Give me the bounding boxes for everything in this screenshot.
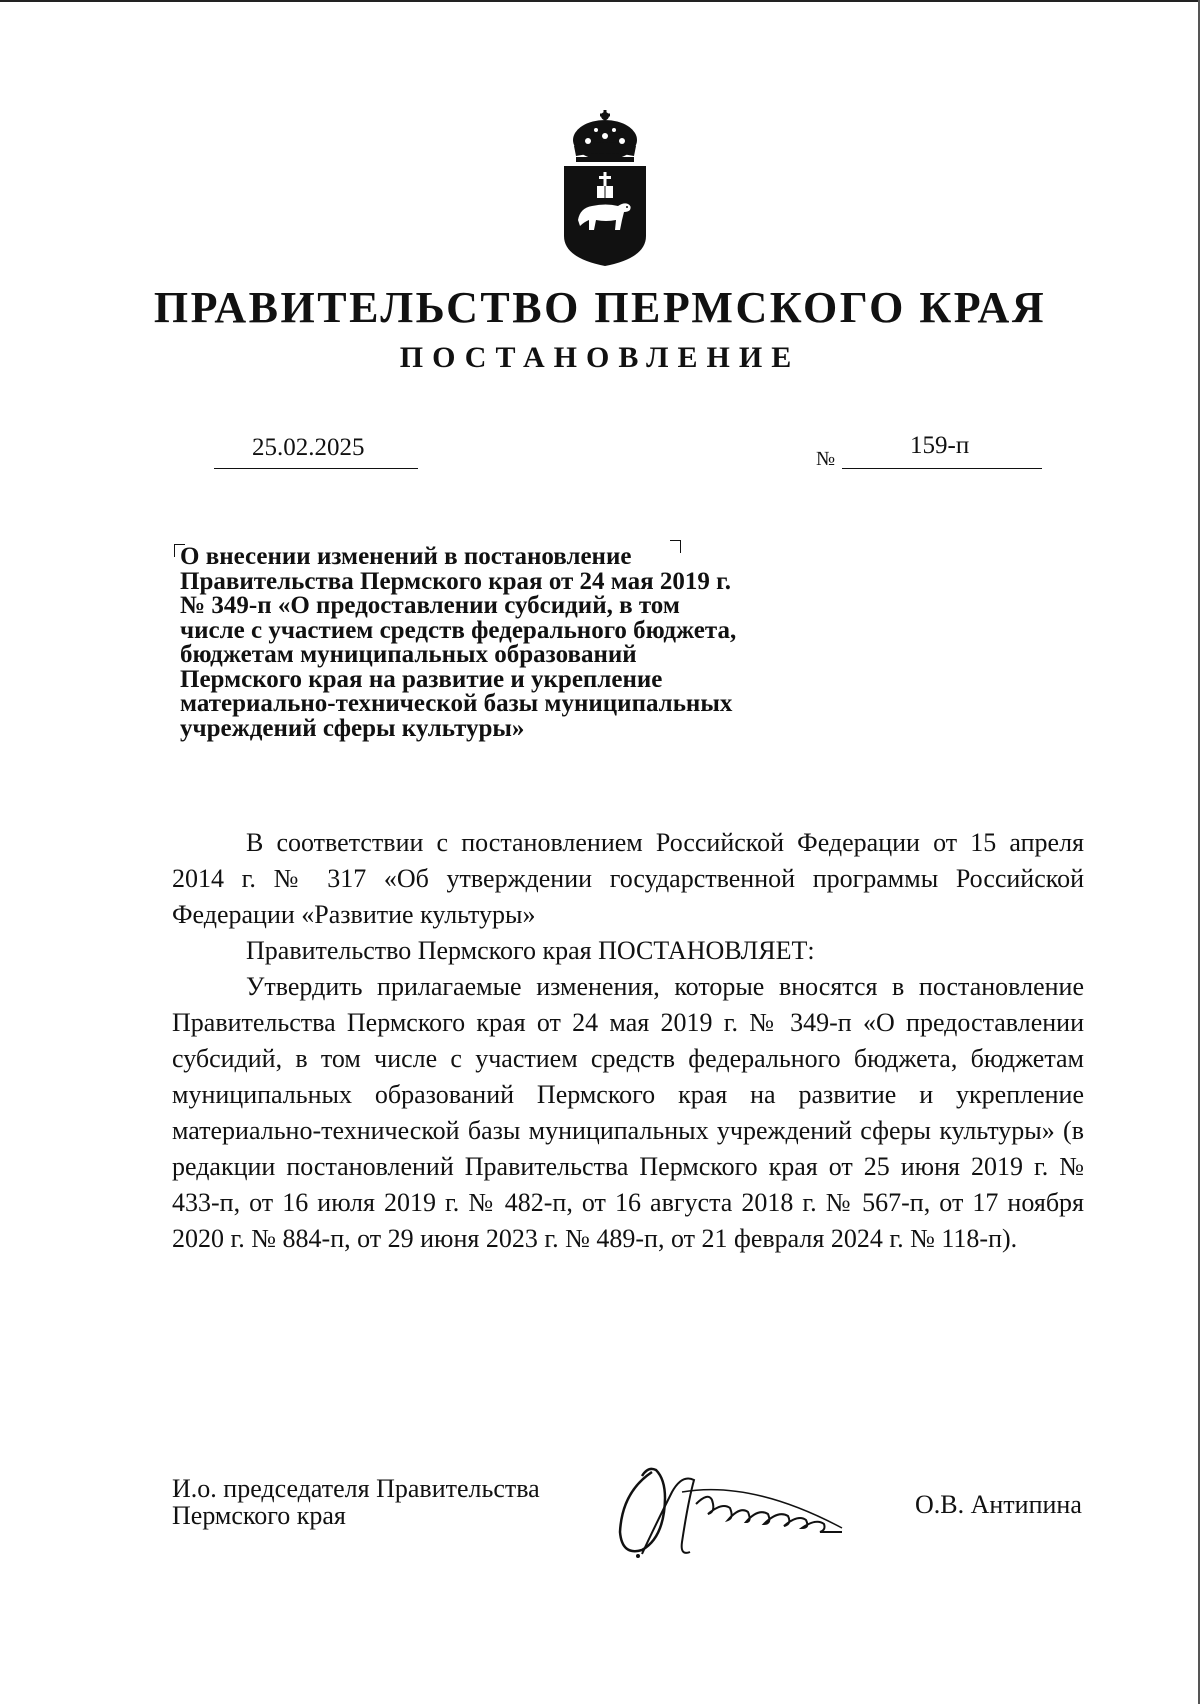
document-heading: О внесении изменений в постановление Правительства Пермского края от 24 мая 2019 г. № 349-п «О предоставлении субсидий, в том числе с участием средств федерального бюджета, бюджетам муниципальных образований Пермского края на развитие и укрепление материально-технической базы муниципальных учреждений сферы культуры» <box>180 543 737 742</box>
body-paragraph-basis: В соответствии с постановлением Российской Федерации от 15 апреля 2014 г. № 317 «Об утверждении государственной программы Российской Федерации «Развитие культуры» <box>172 828 1084 929</box>
document-number: 159-п <box>910 432 970 459</box>
coat-of-arms-icon <box>558 108 652 268</box>
document-number-field <box>842 432 1042 469</box>
document-body <box>172 825 1084 1257</box>
signatory-position-line-1: И.о. председателя Правительства <box>172 1474 540 1503</box>
page-edge-top <box>0 0 1200 2</box>
body-paragraph-resolves: Правительство Пермского края ПОСТАНОВЛЯЕТ: <box>246 936 815 965</box>
number-sign: № <box>816 448 836 470</box>
document-date-field <box>214 434 418 469</box>
signatory-name: О.В. Антипина <box>915 1490 1082 1519</box>
document-date: 25.02.2025 <box>252 434 365 461</box>
handwritten-signature-icon <box>612 1452 912 1562</box>
body-paragraph-approve: Утвердить прилагаемые изменения, которые вносятся в постановление Правительства Пермского края от 24 мая 2019 г. № 349-п «О предоставлении субсидий, в том числе с участием средств федерального бюджета, бюджетам муниципальных образований Пермского края на развитие и укрепление материально-технической базы муниципальных учреждений сферы культуры» (в редакции постановлений Правительства Пермского края от 25 июня 2019 г. № 433-п, от 16 июля 2019 г. № 482-п, от 16 августа 2018 г. № 567-п, от 17 ноября 2020 г. № 884-п, от 29 июня 2023 г. № 489-п, от 21 февраля 2024 г. № 118-п). <box>172 972 1084 1253</box>
signatory-position-line-2: Пермского края <box>172 1501 346 1530</box>
organization-title: ПРАВИТЕЛЬСТВО ПЕРМСКОГО КРАЯ <box>153 283 1047 332</box>
document-type: ПОСТАНОВЛЕНИЕ <box>399 341 801 374</box>
signatory-position <box>172 1475 540 1529</box>
